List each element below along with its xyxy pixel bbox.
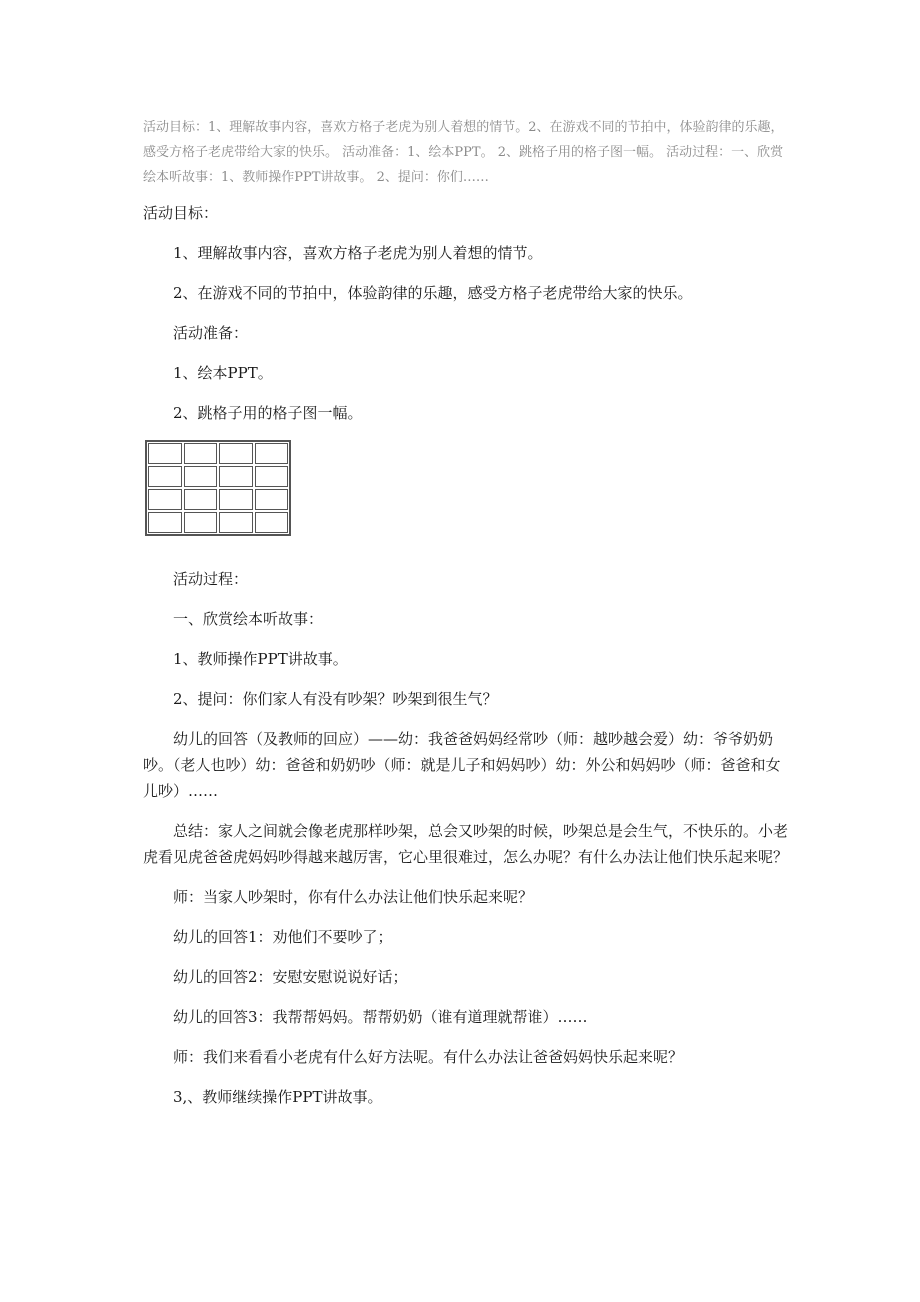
grid-cell [148, 443, 182, 464]
grid-cell [255, 466, 289, 487]
teacher-question-1: 师：当家人吵架时，你有什么办法让他们快乐起来呢？ [173, 888, 534, 906]
document-summary: 活动目标：1、理解故事内容，喜欢方格子老虎为别人着想的情节。2、在游戏不同的节拍中，体验韵律的乐趣，感受方格子老虎带给大家的快乐。 活动准备：1、绘本PPT。 2、跳格子用的格子图一幅。 活动过程：一、欣赏绘本听故事：1、教师操作PPT讲故事。 2、提问：你们…… [143, 120, 784, 185]
grid-cell [184, 512, 218, 533]
grid-cell [184, 466, 218, 487]
heading-goals: 活动目标： [143, 204, 219, 222]
answers-paragraph: 幼儿的回答（及教师的回应）——幼：我爸爸妈妈经常吵（师：越吵越会爱）幼：爷爷奶奶吵。（老人也吵）幼：爸爸和奶奶吵（师：就是儿子和妈妈吵）幼：外公和妈妈吵（师：爸爸和女儿吵）…… [143, 730, 781, 800]
document-body [143, 200, 793, 1110]
hopscotch-grid-figure [145, 440, 291, 536]
child-answer-3: 幼儿的回答3：我帮帮妈妈。帮帮奶奶（谁有道理就帮谁）…… [173, 1008, 588, 1026]
grid-cell [184, 443, 218, 464]
prep-2: 2、跳格子用的格子图一幅。 [173, 404, 363, 422]
grid-cell [219, 443, 253, 464]
goal-1: 1、理解故事内容，喜欢方格子老虎为别人着想的情节。 [173, 244, 543, 262]
grid-cell [219, 489, 253, 510]
grid-cell [219, 466, 253, 487]
grid-cell [148, 512, 182, 533]
teacher-question-2: 师：我们来看看小老虎有什么好方法呢。有什么办法让爸爸妈妈快乐起来呢？ [173, 1048, 684, 1066]
grid-cell [219, 512, 253, 533]
heading-process: 活动过程： [173, 570, 249, 588]
child-answer-1: 幼儿的回答1：劝他们不要吵了； [173, 928, 393, 946]
grid-cell [255, 489, 289, 510]
grid-cell [148, 466, 182, 487]
step-1: 1、教师操作PPT讲故事。 [173, 650, 348, 668]
step-2: 2、提问：你们家人有没有吵架？吵架到很生气？ [173, 690, 498, 708]
grid-cell [255, 443, 289, 464]
goal-2: 2、在游戏不同的节拍中，体验韵律的乐趣，感受方格子老虎带给大家的快乐。 [173, 284, 693, 302]
grid-cell [184, 489, 218, 510]
section-1-title: 一、欣赏绘本听故事： [173, 610, 324, 628]
step-3: 3,、教师继续操作PPT讲故事。 [173, 1088, 383, 1106]
prep-1: 1、绘本PPT。 [173, 364, 273, 382]
child-answer-2: 幼儿的回答2：安慰安慰说说好话； [173, 968, 408, 986]
summary-paragraph: 总结：家人之间就会像老虎那样吵架，总会又吵架的时候，吵架总是会生气，不快乐的。小老虎看见虎爸爸虎妈妈吵得越来越厉害，它心里很难过，怎么办呢？有什么办法让他们快乐起来呢？ [143, 822, 789, 866]
grid-cell [255, 512, 289, 533]
grid-cell [148, 489, 182, 510]
heading-prep: 活动准备： [173, 324, 249, 342]
